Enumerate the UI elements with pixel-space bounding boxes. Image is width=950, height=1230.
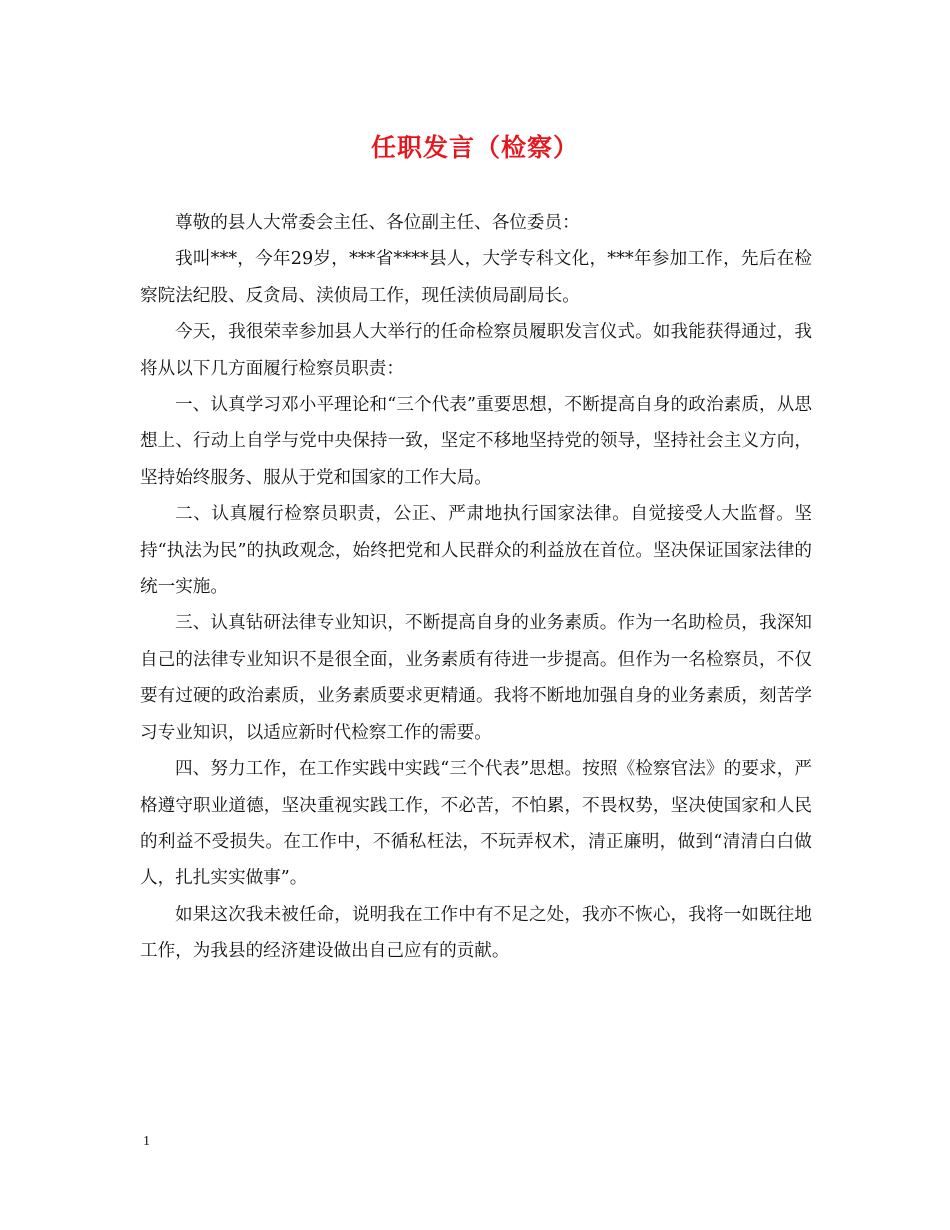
point-four-paragraph: 四、努力工作，在工作实践中实践“三个代表”思想。按照《检察官法》的要求，严格遵守职业道德，坚决重视实践工作，不必苦，不怕累，不畏权势，坚决使国家和人民的利益不受损失。在工作中，不循私枉法，不玩弄权术，清正廉明，做到“清清白白做人，扎扎实实做事”。 (140, 759, 812, 889)
page-number: 1 (143, 1134, 150, 1149)
salutation-paragraph: 尊敬的县人大常委会主任、各位副主任、各位委员： (175, 213, 580, 233)
point-one-paragraph: 一、认真学习邓小平理论和“三个代表”重要思想，不断提高自身的政治素质，从思想上、行动上自学与党中央保持一致，坚定不移地坚持党的领导，坚持社会主义方向，坚持始终服务、服从于党和国家的工作大局。 (140, 395, 812, 488)
document-title: 任职发言（检察） (370, 133, 579, 162)
closing-paragraph: 如果这次我未被任命，说明我在工作中有不足之处，我亦不恢心，我将一如既往地工作，为我县的经济建设做出自己应有的贡献。 (140, 904, 812, 962)
point-two-paragraph: 二、认真履行检察员职责，公正、严肃地执行国家法律。自觉接受人大监督。坚持“执法为民”的执政观念，始终把党和人民群众的利益放在首位。坚决保证国家法律的统一实施。 (140, 504, 812, 598)
point-three-paragraph: 三、认真钻研法律专业知识，不断提高自身的业务素质。作为一名助检员，我深知自己的法律专业知识不是很全面，业务素质有待进一步提高。但作为一名检察员，不仅要有过硬的政治素质，业务素质要求更精通。我将不断地加强自身的业务素质，刻苦学习专业知识，以适应新时代检察工作的需要。 (140, 613, 812, 743)
self-introduction-paragraph: 我叫***，今年29岁，***省****县人，大学专科文化，***年参加工作，先后在检察院法纪股、反贪局、渎侦局工作，现任渎侦局副局长。 (140, 249, 812, 306)
intro-paragraph: 今天，我很荣幸参加县人大举行的任命检察员履职发言仪式。如我能获得通过，我将从以下几方面履行检察员职责： (140, 322, 812, 379)
document-body (140, 205, 812, 970)
